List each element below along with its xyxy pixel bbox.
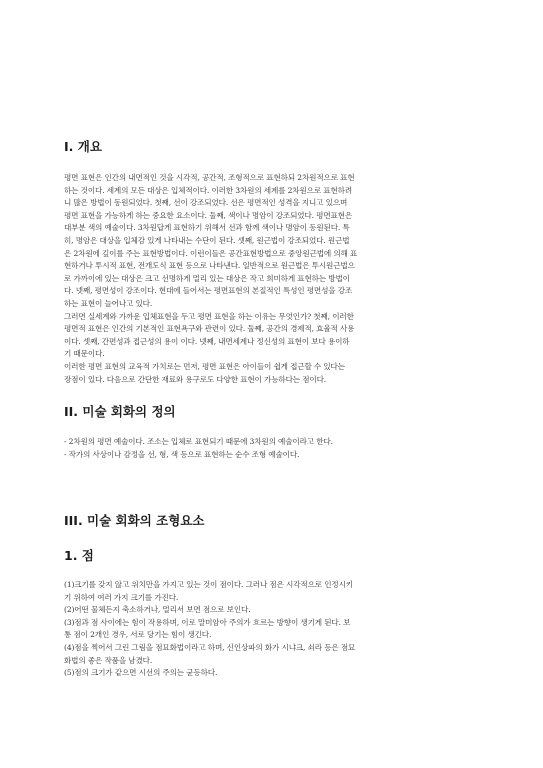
text-line: 하는 것이다. 세계의 모든 대상은 입체적이다. 이러한 3차원의 세계를 2차원으로 표현하려 — [64, 185, 353, 195]
text-line: 평면 표현은 인간의 내면적인 것을 시각적, 공간적, 조형적으로 표현하되 2차원적으로 표현 — [64, 173, 355, 182]
text-line: 평면 표현을 가능하게 하는 중요한 요소이다. 둘째, 색이나 명암이 강조되었다. 평면표현은 — [64, 210, 353, 220]
text-line: 로 가까이에 있는 대상은 크고 선명하게 멀리 있는 대상은 작고 희미하게 표현하는 방법이 — [64, 273, 350, 283]
text-line: 대부분 색의 예술이다. 3차원답게 표현하기 위해서 선과 함께 색이나 명암이 동원된다. 특 — [64, 223, 350, 233]
text-line: 기 위하여 여러 가지 크기를 가진다. — [64, 592, 179, 602]
text-line: 이러한 평면 표현의 교육적 가치로는 먼저, 평면 표현은 아이들이 쉽게 접근할 수 있다는 — [64, 361, 345, 371]
text-line: 화법의 좋은 작품을 남겼다. — [64, 655, 153, 665]
overview-body — [64, 172, 483, 386]
list-item — [64, 604, 483, 617]
definition-list — [64, 436, 483, 461]
list-item — [64, 667, 483, 680]
overview-paragraph-2 — [64, 311, 483, 361]
text-line: 다. 넷째, 평면성이 강조이다. 현대에 들어서는 평면표현의 본질적인 특성인 평면성을 강조 — [64, 286, 353, 296]
subsection-heading-point: 1. 점 — [64, 548, 94, 563]
text-line: (4)점을 찍어서 그린 그림을 점묘화법이라고 하며, 신인상파의 화가 시냐크, 쇠라 등은 점묘 — [64, 642, 356, 652]
list-item: - 작가의 사상이나 감정을 선, 형, 색 등으로 표현하는 순수 조형 예술이다. — [64, 449, 300, 459]
overview-paragraph-3 — [64, 361, 483, 386]
text-line: (1)크기를 갖지 않고 위치만을 가지고 있는 것이 점이다. 그러나 점은 시각적으로 인정시키 — [64, 580, 353, 589]
text-line: 은 2차원에 깊이를 주는 표현방법이다. 이런이들은 공간표현방법으로 중앙원근법에 의해 표 — [64, 248, 358, 258]
text-line: 이다. 셋째, 간편성과 접근성의 용이 이다. 넷째, 내면세계나 정신성의 표현이 보다 용이하 — [64, 336, 350, 346]
text-line: (2)어떤 물체든지 축소하거나, 멀리서 보면 점으로 보인다. — [64, 605, 251, 615]
text-line: 기 때문이다. — [64, 349, 105, 359]
list-item — [64, 642, 483, 667]
list-item — [64, 579, 483, 604]
text-line: 니 많은 방법이 동원되었다. 첫째, 선이 강조되었다. 선은 평면적인 성격을 지니고 있으며 — [64, 198, 348, 208]
text-line: (3)점과 점 사이에는 힘이 작용하며, 이로 말미암아 주의가 흐르는 방향이 생기게 된다. 보 — [64, 617, 351, 627]
list-item — [64, 617, 483, 642]
text-line: 현하거나 투시적 표현, 전개도식 표현 등으로 나타낸다. 일반적으로 원근법은 투시원근법으 — [64, 261, 355, 271]
section-heading-definition: II. 미술 회화의 정의 — [64, 404, 176, 419]
text-line: 하는 표현이 늘어나고 있다. — [64, 298, 153, 308]
section-heading-elements: III. 미술 회화의 조형요소 — [64, 513, 205, 528]
list-item: - 2차원의 평면 예술이다. 조소는 입체로 표현되기 때문에 3차원의 예술이라고 한다. — [64, 437, 333, 446]
text-line: 히, 명암은 대상을 입체감 있게 나타내는 수단이 된다. 셋째, 원근법이 강조되었다. 원근법 — [64, 235, 350, 245]
overview-paragraph-1 — [64, 172, 483, 311]
text-line: 통 점이 2개인 경우, 서로 당기는 힘이 생긴다. — [64, 630, 212, 640]
text-line: 장점이 있다. 다음으로 간단한 재료와 용구로도 다양한 표현이 가능하다는 점이다. — [64, 374, 327, 384]
text-line: (5)점의 크기가 같으면 시선의 주의는 균등하다. — [64, 668, 218, 678]
text-line: 그러면 실세계와 가까운 입체표현을 두고 평면 표현을 하는 이유는 무엇인가? 첫째, 이러한 — [64, 311, 354, 321]
text-line: 평면적 표현은 인간의 기본적인 표현욕구와 관련이 있다. 둘째, 공간의 경제적, 효율적 사용 — [64, 324, 355, 334]
section-heading-overview: I. 개요 — [64, 139, 102, 154]
point-list — [64, 579, 483, 680]
